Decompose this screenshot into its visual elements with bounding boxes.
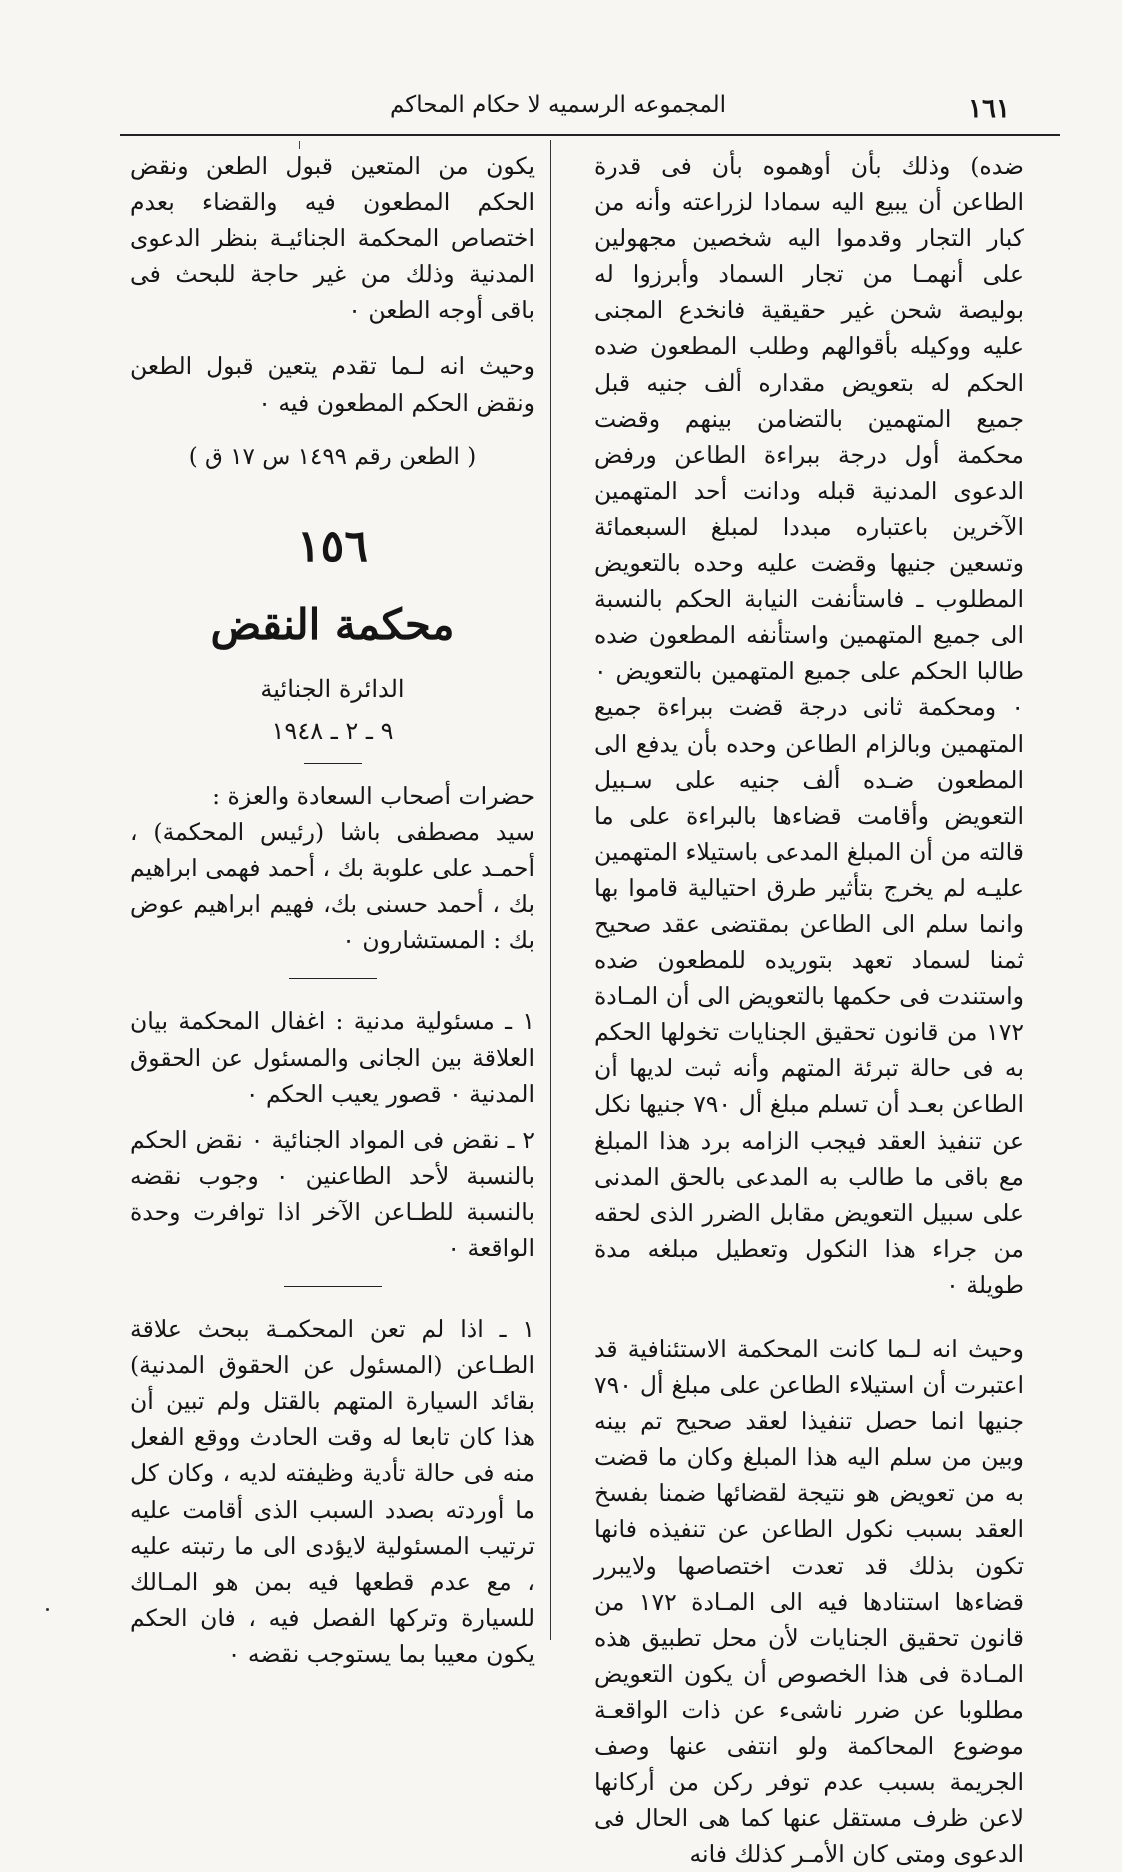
page-header <box>130 86 1032 126</box>
case-summary <box>130 1003 535 1266</box>
paragraph: ضده) وذلك بأن أوهموه بأن فى قدرة الطاعن أن يبيع اليه سمادا لزراعته وأنه من كبار التجار وقدموا اليه شخصين مجهولين على أنهمـا من تجار السماد وأبرزوا له بوليصة شحن غير حقيقية فانخدع المجنى عليه ووكيله بأقوالهم وطلب المطعون ضده الحكم له بتعويض مقداره ألف جنيه قبل جميع المتهمين بالتضامن بينهم وقضت محكمة أول درجة ببراءة الطاعن ورفض الدعوى المدنية قبله ودانت أحد المتهمين الآخرين باعتباره مبددا لمبلغ السبعمائة وتسعين جنيها وقضت عليه وحده بالتعويض المطلوب ـ فاستأنفت النيابة الحكم بالنسبة الى جميع المتهمين واستأنفه المطعون ضده طالبا الحكم على جميع المتهمين بالتعويض ٠ ٠ ومحكمة ثانى درجة قضت ببراءة جميع المتهمين وبالزام الطاعن وحده بأن يدفع الى المطعون ضـده ألف جنيه على سـبيل التعويض وأقامت قضاءها بالبراءة على ما قالته من أن المبلغ المدعى باستيلاء المتهمين عليـه لم يخرج بتأثير طرق احتيالية قاموا بها وانما سلم الى الطاعن بمقتضى عقد صحيح ثمنا لسماد تعهد بتوريده للمطعون ضده واستندت فى حكمها بالتعويض الى أن المـادة ١٧٢ من قانون تحقيق الجنايات تخولها الحكم به فى حالة تبرئة المتهم وأنه ثبت لديها أن الطاعن بعـد أن تسلم مبلغ أل ٧٩٠ جنيها نكل عن تنفيذ العقد فيجب الزامه برد هذا المبلغ مع باقى ما طالب به المدعى بالحق المدنى على سبيل التعويض مقابل الضرر الذى لحقه من جراء هذا النكول وتعطيل مبلغه مدة طويلة ٠ <box>594 152 1024 1299</box>
appeal-citation: ( الطعن رقم ١٤٩٩ س ١٧ ق ) <box>188 443 477 470</box>
paragraph: يكون من المتعين قبول الطعن ونقض الحكم المطعون فيه والقضاء بعدم اختصاص المحكمة الجنائيـة بنظر الدعوى المدنية وذلك من غير حاجة للبحث فى باقى أوجه الطعن ٠ <box>130 152 535 325</box>
divider <box>304 763 362 764</box>
print-mark <box>46 1608 49 1611</box>
left-column <box>130 148 535 1672</box>
summary-item: ٢ ـ نقض فى المواد الجنائية ٠ نقض الحكم بالنسبة لأحد الطاعنين ٠ وجوب نقضه بالنسبة للطـاعن الآخر اذا توافرت وحدة الواقعة ٠ <box>130 1125 535 1262</box>
header-rule <box>120 134 1060 136</box>
running-title: المجموعه الرسميه ﻻ حكام المحاكم <box>390 92 727 118</box>
circuit-name: الدائرة الجنائية <box>260 674 405 703</box>
court-name: محكمة النقض <box>210 599 455 649</box>
page-number: ١٦١ <box>968 94 1010 124</box>
session-date: ٩ ـ ٢ ـ ١٩٤٨ <box>271 716 394 745</box>
summary-item: ١ ـ مسئولية مدنية : اغفال المحكمة بيان العلاقة بين الجانى والمسئول عن الحقوق المدنية ٠ قصور يعيب الحكم ٠ <box>130 1007 535 1108</box>
divider <box>289 978 377 979</box>
paragraph: وحيث انه لـما كانت المحكمة الاستئنافية قد اعتبرت أن استيلاء الطاعن على مبلغ أل ٧٩٠ جنيها انما حصل تنفيذا لعقد صحيح تم بينه وبين من سلم اليه هذا المبلغ وكان ما قضت به من تعويض هو نتيجة لقضائها ضمنا بفسخ العقد بسبب نكول الطاعن عن تنفيذه فانها تكون بذلك قد تعدت اختصاصها ولايبرر قضاءها استنادها فيه الى المـادة ١٧٢ من قانون تحقيق الجنايات لأن محل تطبيق هذه المـادة فى هذا الخصوص أن يكون التعويض مطلوبا عن ضرر ناشىء عن ذات الواقعـة موضوع المحاكمة ولو انتفى عنها وصف الجريمة بسبب عدم توفر ركن من أركانها لاعن ظرف مستقل عنها كما هى الحال فى الدعوى ومتى كان الأمـر كذلك فانه <box>594 1335 1024 1869</box>
divider <box>284 1286 382 1287</box>
ruling-text: ١ ـ اذا لم تعن المحكمـة ببحث علاقة الطـاعن (المسئول عن الحقوق المدنية) بقائد السيارة المتهم بالقتل ولم تبين أن هذا كان تابعا له وقت الحادث ووقع الفعل منه فى حالة تأدية وظيفته لديه ، وكان كل ما أوردته بصدد السبب الذى أقامت عليه ترتيب المسئولية لايؤدى الى ما رتبته عليه ، مع عدم قطعها فيه بمن هو المـالك للسيارة وتركها الفصل فيه ، فان الحكم يكون معيبا بما يستوجب نقضه ٠ <box>130 1315 535 1668</box>
column-divider <box>550 140 551 1640</box>
judges-list: سيد مصطفى باشا (رئيس المحكمة) ، أحمـد على علوبة بك ، أحمد فهمى ابراهيم بك ، أحمد حسنى بك، فهيم ابراهيم عوض بك : المستشارون ٠ <box>130 818 535 955</box>
judges-title: حضرات أصحاب السعادة والعزة : <box>212 781 535 810</box>
case-number: ١٥٦ <box>297 520 368 572</box>
right-column <box>594 148 1024 1872</box>
paragraph: وحيث انه لـما تقدم يتعين قبول الطعن ونقض الحكم المطعون فيه ٠ <box>130 352 535 417</box>
